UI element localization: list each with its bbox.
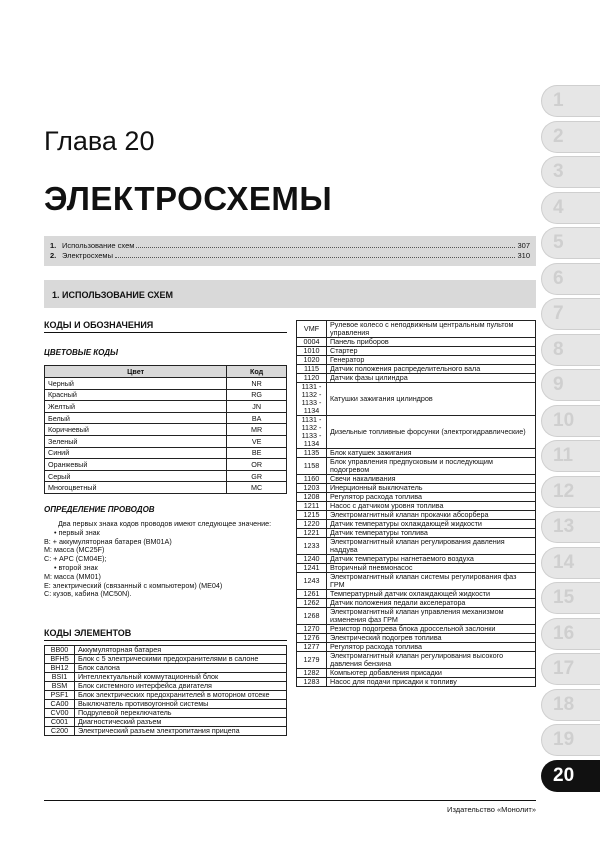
element-codes-table-right bbox=[296, 320, 536, 687]
chapter-tab-2[interactable]: 2 bbox=[541, 121, 600, 153]
color-code: MC bbox=[227, 482, 287, 494]
toc-leader bbox=[136, 247, 515, 248]
element-name: Температурный датчик охлаждающей жидкости bbox=[327, 590, 536, 599]
element-name: Катушки зажигания цилиндров bbox=[327, 383, 536, 416]
color-codes-body bbox=[45, 378, 287, 494]
table-row bbox=[297, 678, 536, 687]
color-name: Серый bbox=[45, 470, 227, 482]
color-name: Белый bbox=[45, 412, 227, 424]
element-code: 0004 bbox=[297, 338, 327, 347]
table-row bbox=[45, 401, 287, 413]
element-code: BSM bbox=[45, 682, 75, 691]
wires-heading: ОПРЕДЕЛЕНИЕ ПРОВОДОВ bbox=[44, 505, 155, 514]
wires-line: E: электрический (связанный с компьютером) (ME04) bbox=[44, 580, 223, 590]
element-code: 1208 bbox=[297, 493, 327, 502]
table-row bbox=[45, 412, 287, 424]
toc-label: Использование схем bbox=[62, 241, 135, 250]
chapter-tab-20[interactable]: 20 bbox=[541, 760, 600, 792]
element-code: 1283 bbox=[297, 678, 327, 687]
element-name: Вторичный пневмонасос bbox=[327, 564, 536, 573]
element-code: 1120 bbox=[297, 374, 327, 383]
element-name: Датчик положения педали акселератора bbox=[327, 599, 536, 608]
table-row bbox=[45, 447, 287, 459]
element-name: Насос для подачи присадки к топливу bbox=[327, 678, 536, 687]
element-name: Насос с датчиком уровня топлива bbox=[327, 502, 536, 511]
wires-definition bbox=[44, 520, 287, 599]
element-code: CA00 bbox=[45, 700, 75, 709]
element-name: Блок электрических предохранителей в моторном отсеке bbox=[75, 691, 287, 700]
footer-divider bbox=[44, 800, 536, 801]
element-name: Электромагнитный клапан прокачки абсорбера bbox=[327, 511, 536, 520]
element-name: Стартер bbox=[327, 347, 536, 356]
color-code: RG bbox=[227, 389, 287, 401]
element-name: Генератор bbox=[327, 356, 536, 365]
table-row bbox=[297, 538, 536, 555]
wires-lines bbox=[44, 529, 287, 599]
color-codes-table bbox=[44, 365, 287, 494]
element-code: 1262 bbox=[297, 599, 327, 608]
color-code: OR bbox=[227, 459, 287, 471]
publisher-name: Издательство «Монолит» bbox=[447, 805, 536, 814]
element-code: 1115 bbox=[297, 365, 327, 374]
element-code: 1261 bbox=[297, 590, 327, 599]
element-name: Выключатель противоугонной системы bbox=[75, 700, 287, 709]
toc-leader bbox=[115, 257, 516, 258]
element-name: Регулятор расхода топлива bbox=[327, 493, 536, 502]
color-code: BE bbox=[227, 447, 287, 459]
elements-heading: КОДЫ ЭЛЕМЕНТОВ bbox=[44, 628, 132, 638]
element-name: Блок с 5 электрическими предохранителями в салоне bbox=[75, 655, 287, 664]
wires-line: C: кузов, кабина (MC50N). bbox=[44, 589, 132, 599]
color-name: Синий bbox=[45, 447, 227, 459]
wires-intro: Два первых знака кодов проводов имеют следующее значение: bbox=[58, 519, 272, 528]
chapter-tab-5[interactable]: 5 bbox=[541, 227, 600, 259]
element-code: 1268 bbox=[297, 608, 327, 625]
element-code: BB00 bbox=[45, 646, 75, 655]
table-row bbox=[45, 378, 287, 390]
element-code: 1215 bbox=[297, 511, 327, 520]
table-row bbox=[297, 573, 536, 590]
color-name: Черный bbox=[45, 378, 227, 390]
element-code: 1131 - 1132 - 1133 - 1134 bbox=[297, 416, 327, 449]
element-name: Датчик температуры охлаждающей жидкости bbox=[327, 520, 536, 529]
chapter-tab-1[interactable]: 1 bbox=[541, 85, 600, 117]
element-name: Диагностический разъем bbox=[75, 718, 287, 727]
element-code: 1010 bbox=[297, 347, 327, 356]
chapter-tab-10[interactable]: 10 bbox=[541, 405, 600, 437]
element-codes-left-body bbox=[45, 646, 287, 736]
element-name: Панель приборов bbox=[327, 338, 536, 347]
element-code: CV00 bbox=[45, 709, 75, 718]
page-title: ЭЛЕКТРОСХЕМЫ bbox=[44, 180, 333, 217]
element-code: 1020 bbox=[297, 356, 327, 365]
element-name: Датчик фазы цилиндра bbox=[327, 374, 536, 383]
element-code: 1203 bbox=[297, 484, 327, 493]
element-code: 1282 bbox=[297, 669, 327, 678]
element-code: 1276 bbox=[297, 634, 327, 643]
chapter-tab-16[interactable]: 16 bbox=[541, 618, 600, 650]
table-row bbox=[297, 383, 536, 416]
toc-number: 2. bbox=[50, 251, 57, 260]
chapter-tab-11[interactable]: 11 bbox=[541, 440, 600, 472]
element-name: Дизельные топливные форсунки (электрогидравлические) bbox=[327, 416, 536, 449]
table-row bbox=[45, 424, 287, 436]
element-name: Электрический подогрев топлива bbox=[327, 634, 536, 643]
element-code: 1233 bbox=[297, 538, 327, 555]
element-name: Датчик температуры топлива bbox=[327, 529, 536, 538]
color-name: Желтый bbox=[45, 401, 227, 413]
divider bbox=[44, 640, 287, 641]
element-name: Блок катушек зажигания bbox=[327, 449, 536, 458]
table-row bbox=[297, 458, 536, 475]
table-row bbox=[45, 459, 287, 471]
chapter-tabs bbox=[541, 85, 600, 815]
element-name: Компьютер добавления присадки bbox=[327, 669, 536, 678]
chapter-tab-9[interactable]: 9 bbox=[541, 369, 600, 401]
element-name: Регулятор расхода топлива bbox=[327, 643, 536, 652]
wires-line: C: + APC (CM04E); bbox=[44, 554, 107, 564]
element-name: Блок салона bbox=[75, 664, 287, 673]
element-codes-right-body bbox=[297, 321, 536, 687]
table-row bbox=[297, 608, 536, 625]
element-name: Электромагнитный клапан управления механизмом изменения фаз ГРМ bbox=[327, 608, 536, 625]
color-name: Многоцветный bbox=[45, 482, 227, 494]
color-code: BA bbox=[227, 412, 287, 424]
element-code: C001 bbox=[45, 718, 75, 727]
element-name: Электромагнитный клапан регулирования высокого давления бензина bbox=[327, 652, 536, 669]
toc-page: 307 bbox=[517, 241, 530, 250]
toc-entry[interactable] bbox=[50, 241, 530, 251]
chapter-tab-6[interactable]: 6 bbox=[541, 263, 600, 295]
codes-heading: КОДЫ И ОБОЗНАЧЕНИЯ bbox=[44, 320, 154, 330]
table-header-row bbox=[45, 366, 287, 378]
table-of-contents bbox=[44, 236, 536, 266]
element-code: C200 bbox=[45, 727, 75, 736]
table-row bbox=[45, 389, 287, 401]
element-name: Свечи накаливания bbox=[327, 475, 536, 484]
element-name: Блок системного интерфейса двигателя bbox=[75, 682, 287, 691]
column-header-color: Цвет bbox=[45, 366, 227, 378]
table-row bbox=[297, 652, 536, 669]
section-heading: 1. ИСПОЛЬЗОВАНИЕ СХЕМ bbox=[44, 280, 536, 308]
element-name: Интеллектуальный коммутационный блок bbox=[75, 673, 287, 682]
chapter-tab-7[interactable]: 7 bbox=[541, 298, 600, 330]
element-code: BFH5 bbox=[45, 655, 75, 664]
chapter-tab-19[interactable]: 19 bbox=[541, 724, 600, 756]
element-code: 1279 bbox=[297, 652, 327, 669]
table-row bbox=[45, 435, 287, 447]
element-code: 1211 bbox=[297, 502, 327, 511]
element-code: 1135 bbox=[297, 449, 327, 458]
table-row bbox=[45, 482, 287, 494]
wires-line: M: масса (MM01) bbox=[44, 571, 101, 581]
element-code: 1131 - 1132 - 1133 - 1134 bbox=[297, 383, 327, 416]
element-code: 1160 bbox=[297, 475, 327, 484]
chapter-tab-3[interactable]: 3 bbox=[541, 156, 600, 188]
element-code: 1241 bbox=[297, 564, 327, 573]
divider bbox=[44, 332, 287, 333]
table-row bbox=[297, 374, 536, 383]
color-code: MR bbox=[227, 424, 287, 436]
color-code: GR bbox=[227, 470, 287, 482]
element-code: 1243 bbox=[297, 573, 327, 590]
element-codes-table-left bbox=[44, 645, 287, 736]
element-name: Электромагнитный клапан системы регулирования фаз ГРМ bbox=[327, 573, 536, 590]
element-code: BSI1 bbox=[45, 673, 75, 682]
chapter-tab-14[interactable]: 14 bbox=[541, 547, 600, 579]
element-code: VMF bbox=[297, 321, 327, 338]
element-name: Датчик положения распределительного вала bbox=[327, 365, 536, 374]
element-code: 1221 bbox=[297, 529, 327, 538]
chapter-tab-8[interactable]: 8 bbox=[541, 334, 600, 366]
toc-entry[interactable] bbox=[50, 251, 530, 261]
color-code: VE bbox=[227, 435, 287, 447]
element-name: Электрический разъем электропитания прицепа bbox=[75, 727, 287, 736]
element-code: 1220 bbox=[297, 520, 327, 529]
element-name: Инерционный выключатель bbox=[327, 484, 536, 493]
color-code: NR bbox=[227, 378, 287, 390]
element-code: BH12 bbox=[45, 664, 75, 673]
wires-line: B: + аккумуляторная батарея (BM01A) bbox=[44, 536, 172, 546]
column-header-code: Код bbox=[227, 366, 287, 378]
element-name: Аккумуляторная батарея bbox=[75, 646, 287, 655]
table-row bbox=[45, 727, 287, 736]
chapter-tab-17[interactable]: 17 bbox=[541, 653, 600, 685]
color-name: Зеленый bbox=[45, 435, 227, 447]
element-name: Резистор подогрева блока дроссельной заслонки bbox=[327, 625, 536, 634]
chapter-label: Глава 20 bbox=[44, 126, 155, 156]
table-row bbox=[297, 321, 536, 338]
toc-page: 310 bbox=[517, 251, 530, 260]
color-name: Оранжевый bbox=[45, 459, 227, 471]
wires-line: M: масса (MC25F) bbox=[44, 545, 105, 555]
toc-label: Электросхемы bbox=[62, 251, 113, 260]
element-code: 1240 bbox=[297, 555, 327, 564]
element-code: PSF1 bbox=[45, 691, 75, 700]
table-row bbox=[297, 416, 536, 449]
color-name: Коричневый bbox=[45, 424, 227, 436]
color-code: JN bbox=[227, 401, 287, 413]
chapter-tab-18[interactable]: 18 bbox=[541, 689, 600, 721]
wires-line: • первый знак bbox=[54, 527, 100, 537]
chapter-tab-13[interactable]: 13 bbox=[541, 511, 600, 543]
element-code: 1158 bbox=[297, 458, 327, 475]
element-name: Подрулевой переключатель bbox=[75, 709, 287, 718]
wires-line: • второй знак bbox=[54, 562, 98, 572]
chapter-tab-12[interactable]: 12 bbox=[541, 476, 600, 508]
chapter-tab-15[interactable]: 15 bbox=[541, 582, 600, 614]
element-name: Блок управления предпусковым и последующим подогревом bbox=[327, 458, 536, 475]
chapter-tab-4[interactable]: 4 bbox=[541, 192, 600, 224]
table-row bbox=[45, 470, 287, 482]
element-name: Датчик температуры нагнетаемого воздуха bbox=[327, 555, 536, 564]
element-code: 1277 bbox=[297, 643, 327, 652]
element-name: Электромагнитный клапан регулирования давления наддува bbox=[327, 538, 536, 555]
element-code: 1270 bbox=[297, 625, 327, 634]
element-name: Рулевое колесо с неподвижным центральным пультом управления bbox=[327, 321, 536, 338]
color-codes-heading: ЦВЕТОВЫЕ КОДЫ bbox=[44, 348, 118, 357]
color-name: Красный bbox=[45, 389, 227, 401]
toc-number: 1. bbox=[50, 241, 57, 250]
